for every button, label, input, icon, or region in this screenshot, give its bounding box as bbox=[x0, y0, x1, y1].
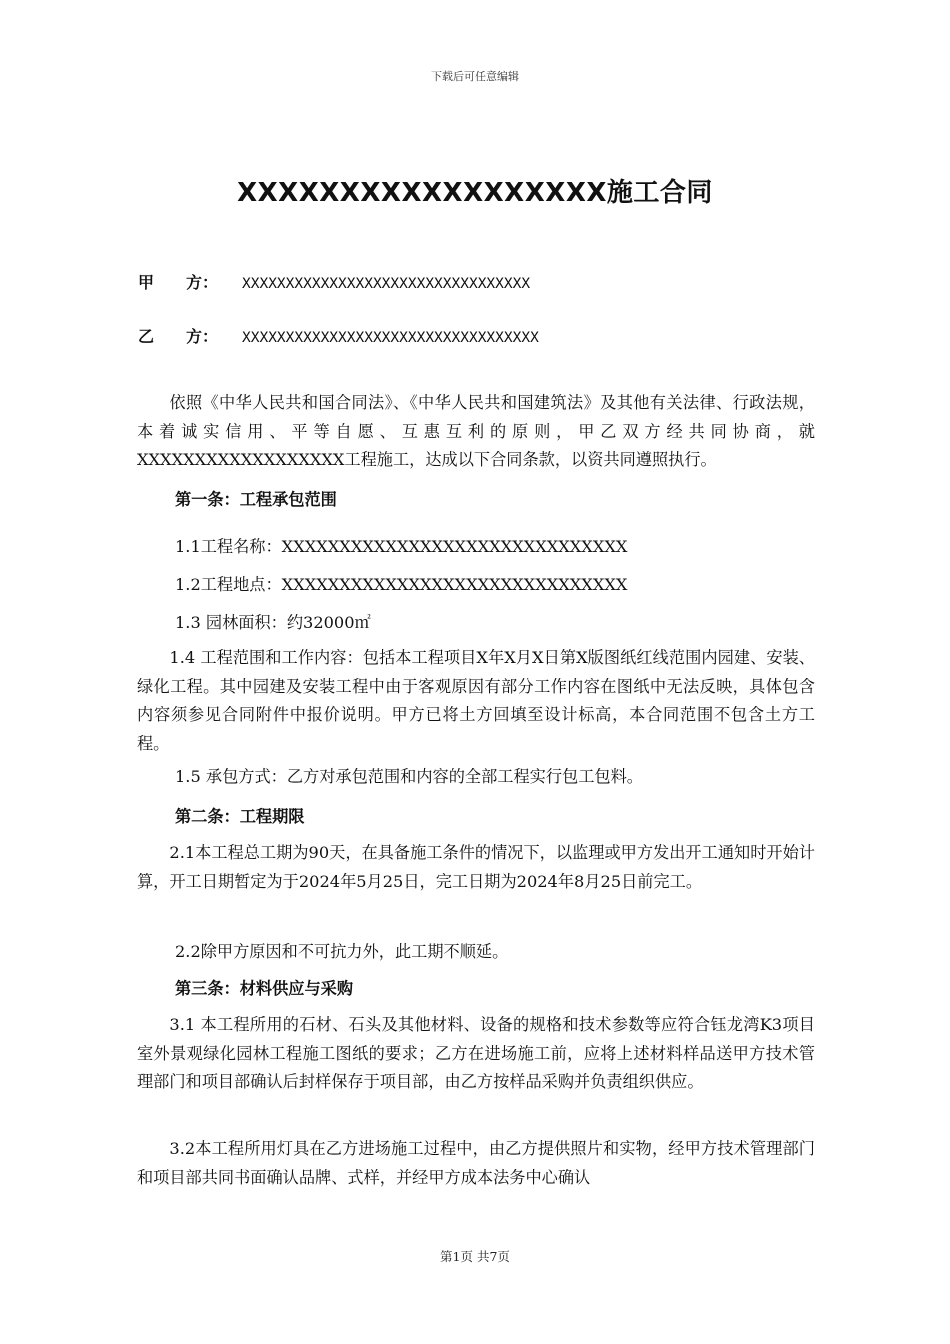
article2-heading: 第二条：工程期限 bbox=[175, 807, 305, 826]
article1-item4-text: 1.4 工程范围和工作内容：包括本工程项目X年X月X日第X版图纸红线范围内园建、安装、绿化工程。其中园建及安装工程中由于客观原因有部分工作内容在图纸中无法反映，具体包含内容须参见合同附件中报价说明。甲方已将土方回填至设计标高，本合同范围不包含土方工程。 bbox=[137, 648, 815, 753]
party-a bbox=[138, 270, 530, 293]
article3-heading: 第三条：材料供应与采购 bbox=[175, 979, 354, 998]
article1-heading: 第一条：工程承包范围 bbox=[175, 490, 337, 509]
party-b bbox=[138, 324, 539, 347]
article2-item1-text: 2.1本工程总工期为90天，在具备施工条件的情况下，以监理或甲方发出开工通知时开始计算，开工日期暂定为于2024年5月25日，完工日期为2024年8月25日前完工。 bbox=[137, 843, 815, 891]
article3-item2-text: 3.2本工程所用灯具在乙方进场施工过程中，由乙方提供照片和实物，经甲方技术管理部门和项目部共同书面确认品牌、式样，并经甲方成本法务中心确认 bbox=[137, 1139, 815, 1187]
party-a-label: 甲 方： bbox=[138, 273, 219, 292]
article2-item2: 2.2除甲方原因和不可抗力外，此工期不顺延。 bbox=[175, 942, 509, 961]
party-b-label: 乙 方： bbox=[138, 327, 219, 346]
article1-item2: 1.2工程地点：XXXXXXXXXXXXXXXXXXXXXXXXXXXXXX bbox=[175, 575, 628, 594]
article1-item3 bbox=[175, 609, 371, 633]
article3-item1 bbox=[137, 1011, 815, 1097]
header-note: 下载后可任意编辑 bbox=[431, 70, 519, 83]
article1-item1: 1.1工程名称：XXXXXXXXXXXXXXXXXXXXXXXXXXXXXX bbox=[175, 537, 628, 556]
page-footer: 第1页 共7页 bbox=[440, 1249, 510, 1264]
article1-item5: 1.5 承包方式：乙方对承包范围和内容的全部工程实行包工包料。 bbox=[175, 767, 643, 786]
intro-text: 依照《中华人民共和国合同法》、《中华人民共和国建筑法》及其他有关法律、行政法规，本着诚实信用、平等自愿、互惠互利的原则，甲乙双方经共同协商，就XXXXXXXXXXXXXXXXXX工程施工，达成以下合同条款，以资共同遵照执行。 bbox=[137, 393, 815, 469]
party-a-value: XXXXXXXXXXXXXXXXXXXXXXXXXXXXXXXXX bbox=[242, 276, 531, 292]
intro-paragraph bbox=[137, 389, 815, 475]
party-b-value: XXXXXXXXXXXXXXXXXXXXXXXXXXXXXXXXXX bbox=[242, 330, 539, 346]
contract-title: XXXXXXXXXXXXXXXXXX施工合同 bbox=[237, 178, 713, 208]
article3-item2 bbox=[137, 1135, 815, 1192]
article2-item1 bbox=[137, 839, 815, 896]
article1-item4 bbox=[137, 644, 815, 758]
article1-item3-text: 1.3 园林面积：约32000㎡ bbox=[175, 613, 371, 632]
article3-item1-text: 3.1 本工程所用的石材、石头及其他材料、设备的规格和技术参数等应符合钰龙湾K3项目室外景观绿化园林工程施工图纸的要求；乙方在进场施工前，应将上述材料样品送甲方技术管理部门和项目部确认后封样保存于项目部，由乙方按样品采购并负责组织供应。 bbox=[137, 1015, 815, 1091]
